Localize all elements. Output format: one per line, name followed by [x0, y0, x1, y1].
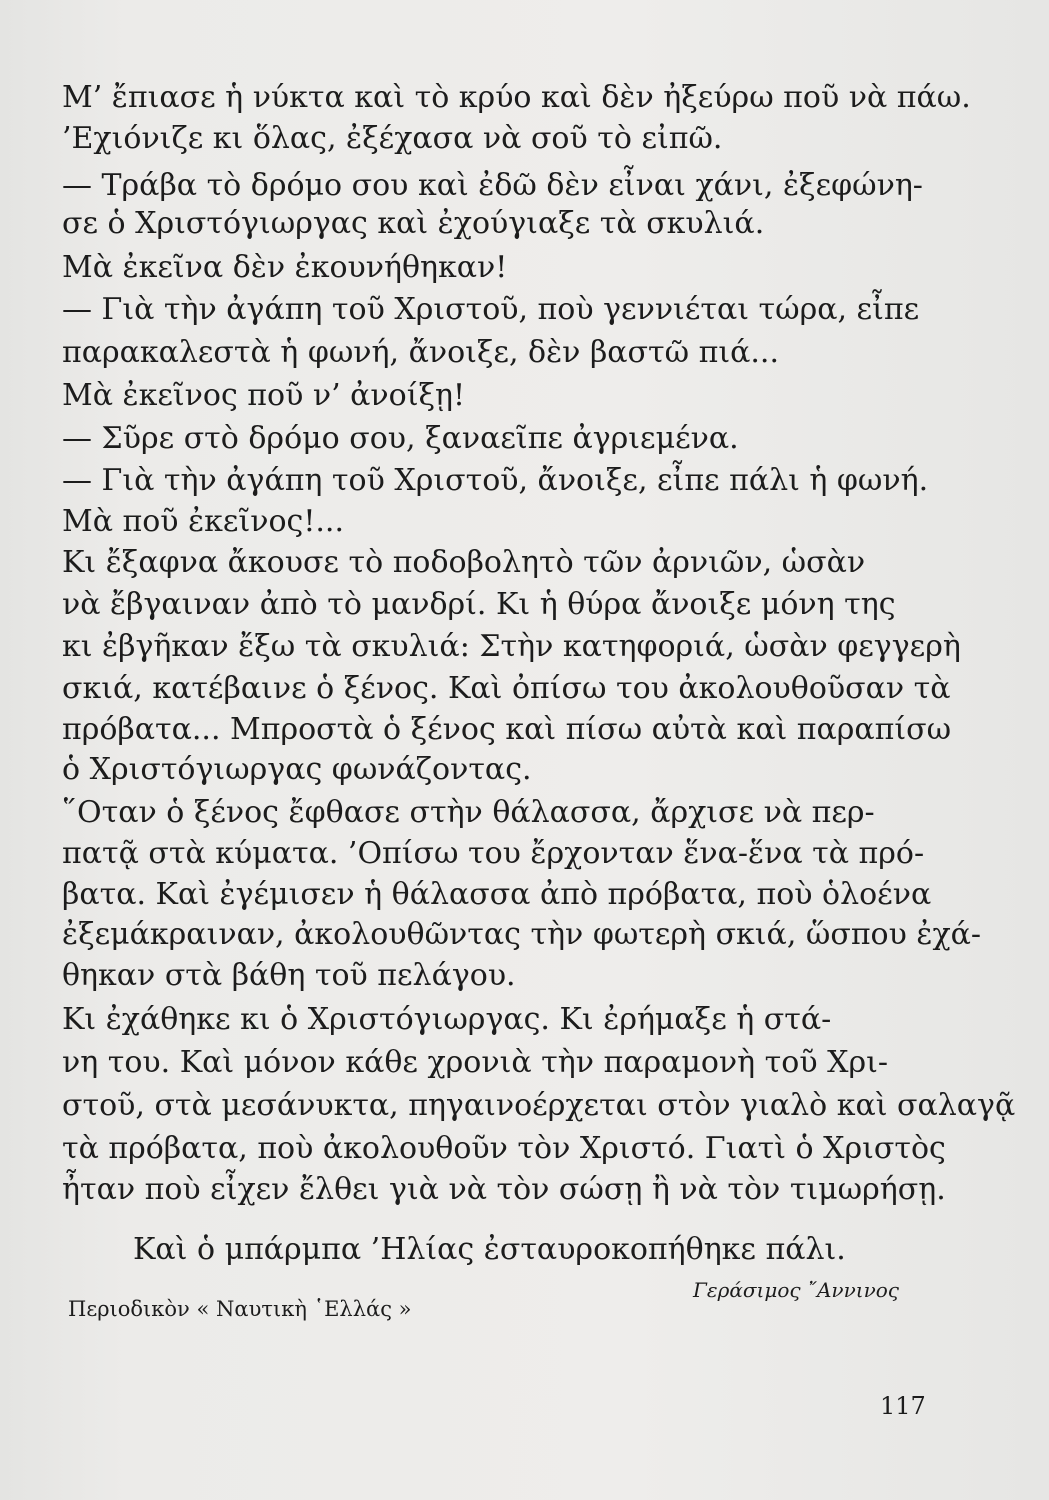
text-line: τὰ πρόβατα, ποὺ ἀκολουθοῦν τὸν Χριστό. Γιατὶ ὁ Χριστὸς — [62, 1131, 946, 1166]
text-line: σκιά, κατέβαινε ὁ ξένος. Καὶ ὀπίσω του ἀκολουθοῦσαν τὰ — [62, 671, 951, 706]
text-line: — Γιὰ τὴν ἀγάπη τοῦ Χριστοῦ, ποὺ γεννιέται τώρα, εἶπε — [62, 292, 920, 327]
text-line: στοῦ, στὰ μεσάνυκτα, πηγαινοέρχεται στὸν γιαλὸ καὶ σαλαγᾷ — [62, 1088, 1016, 1123]
text-line: νὰ ἔβγαιναν ἀπὸ τὸ μανδρί. Κι ἡ θύρα ἄνοιξε μόνη της — [62, 587, 896, 622]
text-line: νη του. Καὶ μόνον κάθε χρονιὰ τὴν παραμονὴ τοῦ Χρι- — [62, 1045, 888, 1080]
text-line: πατᾷ στὰ κύματα. ’Οπίσω του ἔρχονταν ἕνα-ἕνα τὰ πρό- — [62, 836, 925, 871]
text-line: σε ὁ Χριστόγιωργας καὶ ἐχούγιαξε τὰ σκυλιά. — [62, 206, 765, 241]
closing-line: Καὶ ὁ μπάρμπα ’Ηλίας ἐσταυροκοπήθηκε πάλι. — [133, 1232, 846, 1267]
author-signature: Γεράσιμος ῎Αννινος — [693, 1278, 899, 1302]
text-line: ὁ Χριστόγιωργας φωνάζοντας. — [62, 752, 532, 787]
text-line: — Σῦρε στὸ δρόμο σου, ξαναεῖπε ἀγριεμένα. — [62, 421, 739, 456]
text-line: βατα. Καὶ ἐγέμισεν ἡ θάλασσα ἀπὸ πρόβατα, ποὺ ὁλοένα — [62, 877, 932, 912]
text-line: Μὰ ἐκεῖνα δὲν ἐκουνήθηκαν! — [62, 250, 508, 285]
text-line: θηκαν στὰ βάθη τοῦ πελάγου. — [62, 958, 516, 993]
text-line: ῞Οταν ὁ ξένος ἔφθασε στὴν θάλασσα, ἄρχισε νὰ περ- — [62, 795, 875, 830]
text-line: Μὰ ποῦ ἐκεῖνος!... — [62, 504, 344, 539]
text-line: παρακαλεστὰ ἡ φωνή, ἄνοιξε, δὲν βαστῶ πιά... — [62, 335, 779, 370]
text-line: ἐξεμάκραιναν, ἀκολουθῶντας τὴν φωτερὴ σκιά, ὥσπου ἐχά- — [62, 917, 982, 952]
text-line: ’Εχιόνιζε κι ὅλας, ἐξέχασα νὰ σοῦ τὸ εἰπῶ. — [62, 121, 723, 156]
text-line: — Τράβα τὸ δρόμο σου καὶ ἐδῶ δὲν εἶναι χάνι, ἐξεφώνη- — [62, 168, 923, 203]
source-citation: Περιοδικὸν « Ναυτικὴ ῾Ελλάς » — [68, 1297, 412, 1321]
text-line: Κι ἔξαφνα ἄκουσε τὸ ποδοβολητὸ τῶν ἀρνιῶν, ὡσὰν — [62, 545, 866, 580]
text-line: Μὰ ἐκεῖνος ποῦ ν’ ἀνοίξῃ! — [62, 378, 466, 413]
page-number: 117 — [880, 1392, 926, 1420]
text-line: Κι ἐχάθηκε κι ὁ Χριστόγιωργας. Κι ἐρήμαξε ἡ στά- — [62, 1002, 832, 1037]
text-line: Μ’ ἔπιασε ἡ νύκτα καὶ τὸ κρύο καὶ δὲν ἠξεύρω ποῦ νὰ πάω. — [62, 80, 971, 115]
text-line: ἦταν ποὺ εἶχεν ἔλθει γιὰ νὰ τὸν σώσῃ ἢ νὰ τὸν τιμωρήσῃ. — [62, 1172, 946, 1207]
text-line: πρόβατα... Μπροστὰ ὁ ξένος καὶ πίσω αὐτὰ καὶ παραπίσω — [62, 712, 952, 747]
text-line: κι ἐβγῆκαν ἔξω τὰ σκυλιά: Στὴν κατηφοριά, ὡσὰν φεγγερὴ — [62, 629, 961, 664]
text-line: — Γιὰ τὴν ἀγάπη τοῦ Χριστοῦ, ἄνοιξε, εἶπε πάλι ἡ φωνή. — [62, 463, 929, 498]
